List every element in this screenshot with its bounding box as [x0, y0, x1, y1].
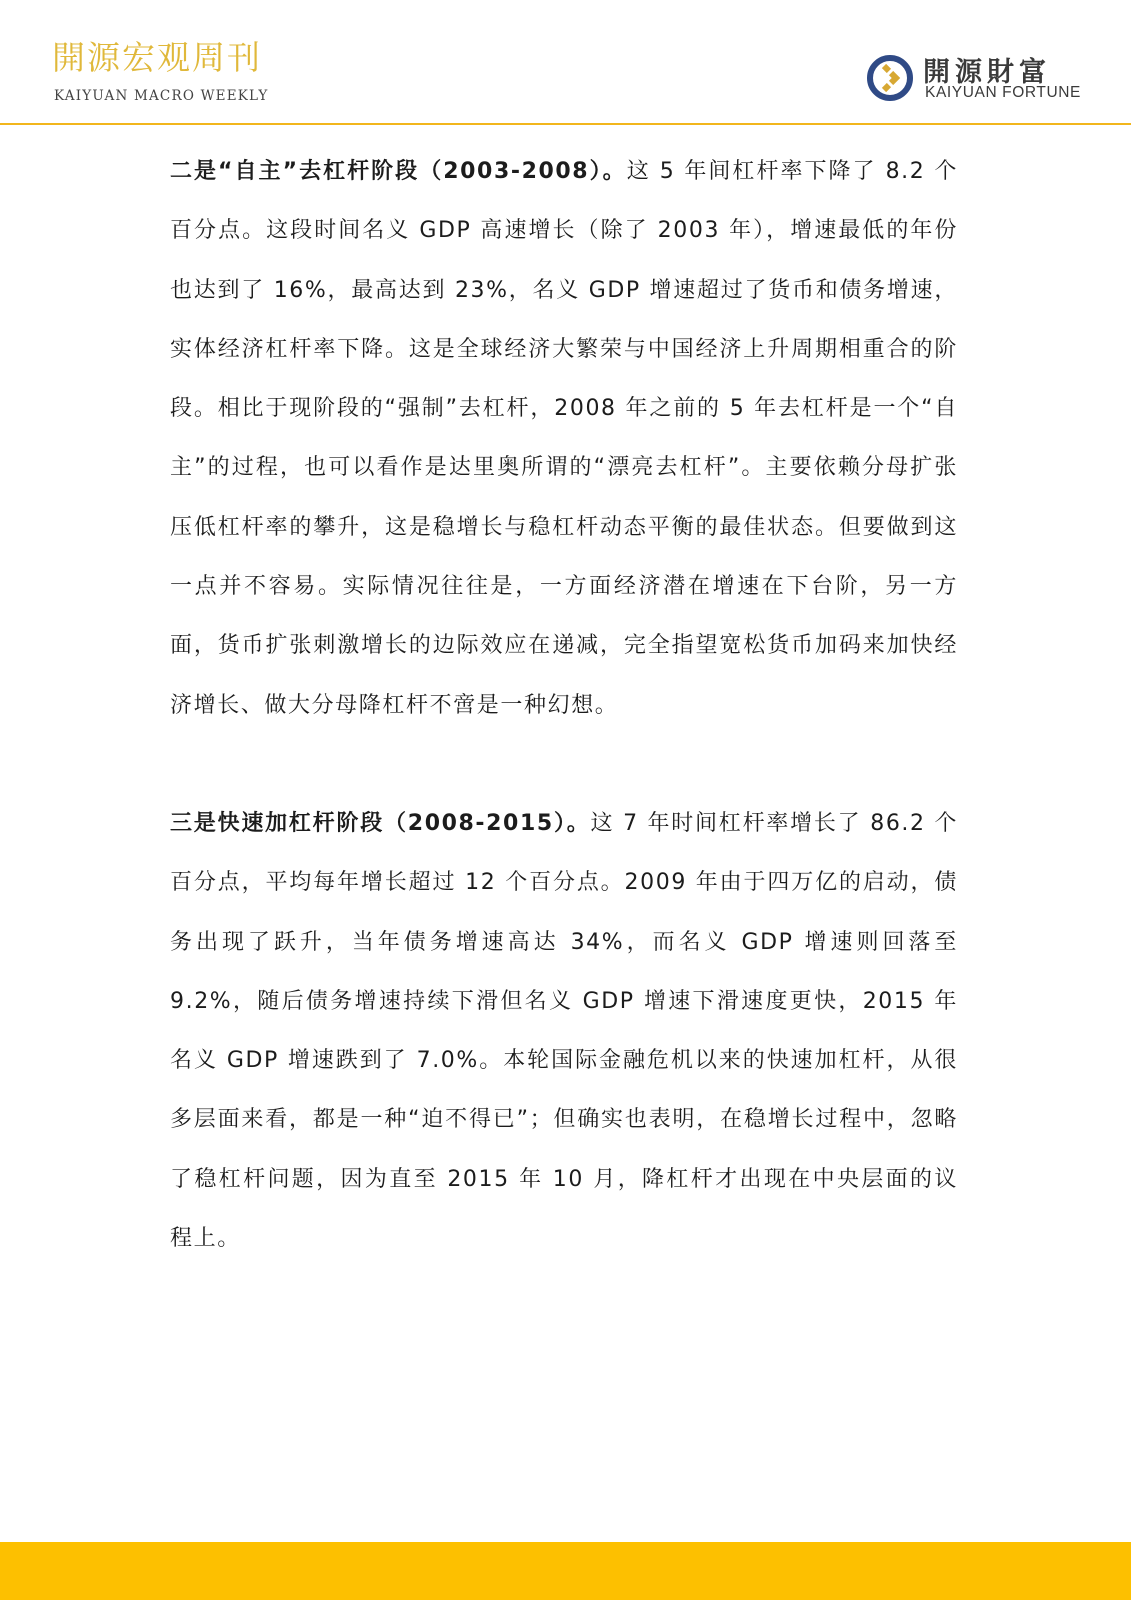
- paragraph-stage-two: [170, 142, 958, 735]
- paragraph-stage-three: [170, 794, 958, 1268]
- paragraph-lead: 二是“自主”去杠杆阶段（2003-2008）。: [170, 159, 627, 184]
- page-header: [0, 0, 1131, 126]
- article-body: [170, 142, 958, 1268]
- publication-title: 開源宏观周刊: [52, 38, 262, 77]
- company-logo: [866, 50, 1086, 106]
- paragraph-text: 这 5 年间杠杆率下降了 8.2 个百分点。这段时间名义 GDP 高速增长（除了 2003 年），增速最低的年份也达到了 16%，最高达到 23%，名义 GDP 增速超过了货币和债务增速，实体经济杠杆率下降。这是全球经济大繁荣与中国经济上升周期相重合的阶段。相比于现阶段的“强制”去杠杆，2008 年之前的 5 年去杠杆是一个“自主”的过程，也可以看作是达里奥所谓的“漂亮去杠杆”。主要依赖分母扩张压低杠杆率的攀升，这是稳增长与稳杠杆动态平衡的最佳状态。但要做到这一点并不容易。实际情况往往是，一方面经济潜在增速在下台阶，另一方面，货币扩张刺激增长的边际效应在递减，完全指望宽松货币加码来加快经济增长、做大分母降杠杆不啻是一种幻想。: [170, 159, 958, 718]
- footer-bar: [0, 1542, 1131, 1600]
- logo-chinese-text: 開源財富: [923, 57, 1051, 88]
- paragraph-text: 这 7 年时间杠杆率增长了 86.2 个百分点，平均每年增长超过 12 个百分点。2009 年由于四万亿的启动，债务出现了跃升，当年债务增速高达 34%，而名义 GDP 增速则回落至 9.2%，随后债务增速持续下滑但名义 GDP 增速下滑速度更快，2015 年名义 GDP 增速跌到了 7.0%。本轮国际金融危机以来的快速加杠杆，从很多层面来看，都是一种“迫不得已”；但确实也表明，在稳增长过程中，忽略了稳杠杆问题，因为直至 2015 年 10 月，降杠杆才出现在中央层面的议程上。: [170, 810, 958, 1252]
- kaiyuan-logo-icon: [866, 54, 914, 102]
- publication-subtitle: KAIYUAN MACRO WEEKLY: [54, 88, 269, 104]
- logo-english-text: KAIYUAN FORTUNE: [925, 84, 1081, 101]
- paragraph-lead: 三是快速加杠杆阶段（2008-2015）。: [170, 810, 591, 836]
- header-divider: [0, 123, 1131, 125]
